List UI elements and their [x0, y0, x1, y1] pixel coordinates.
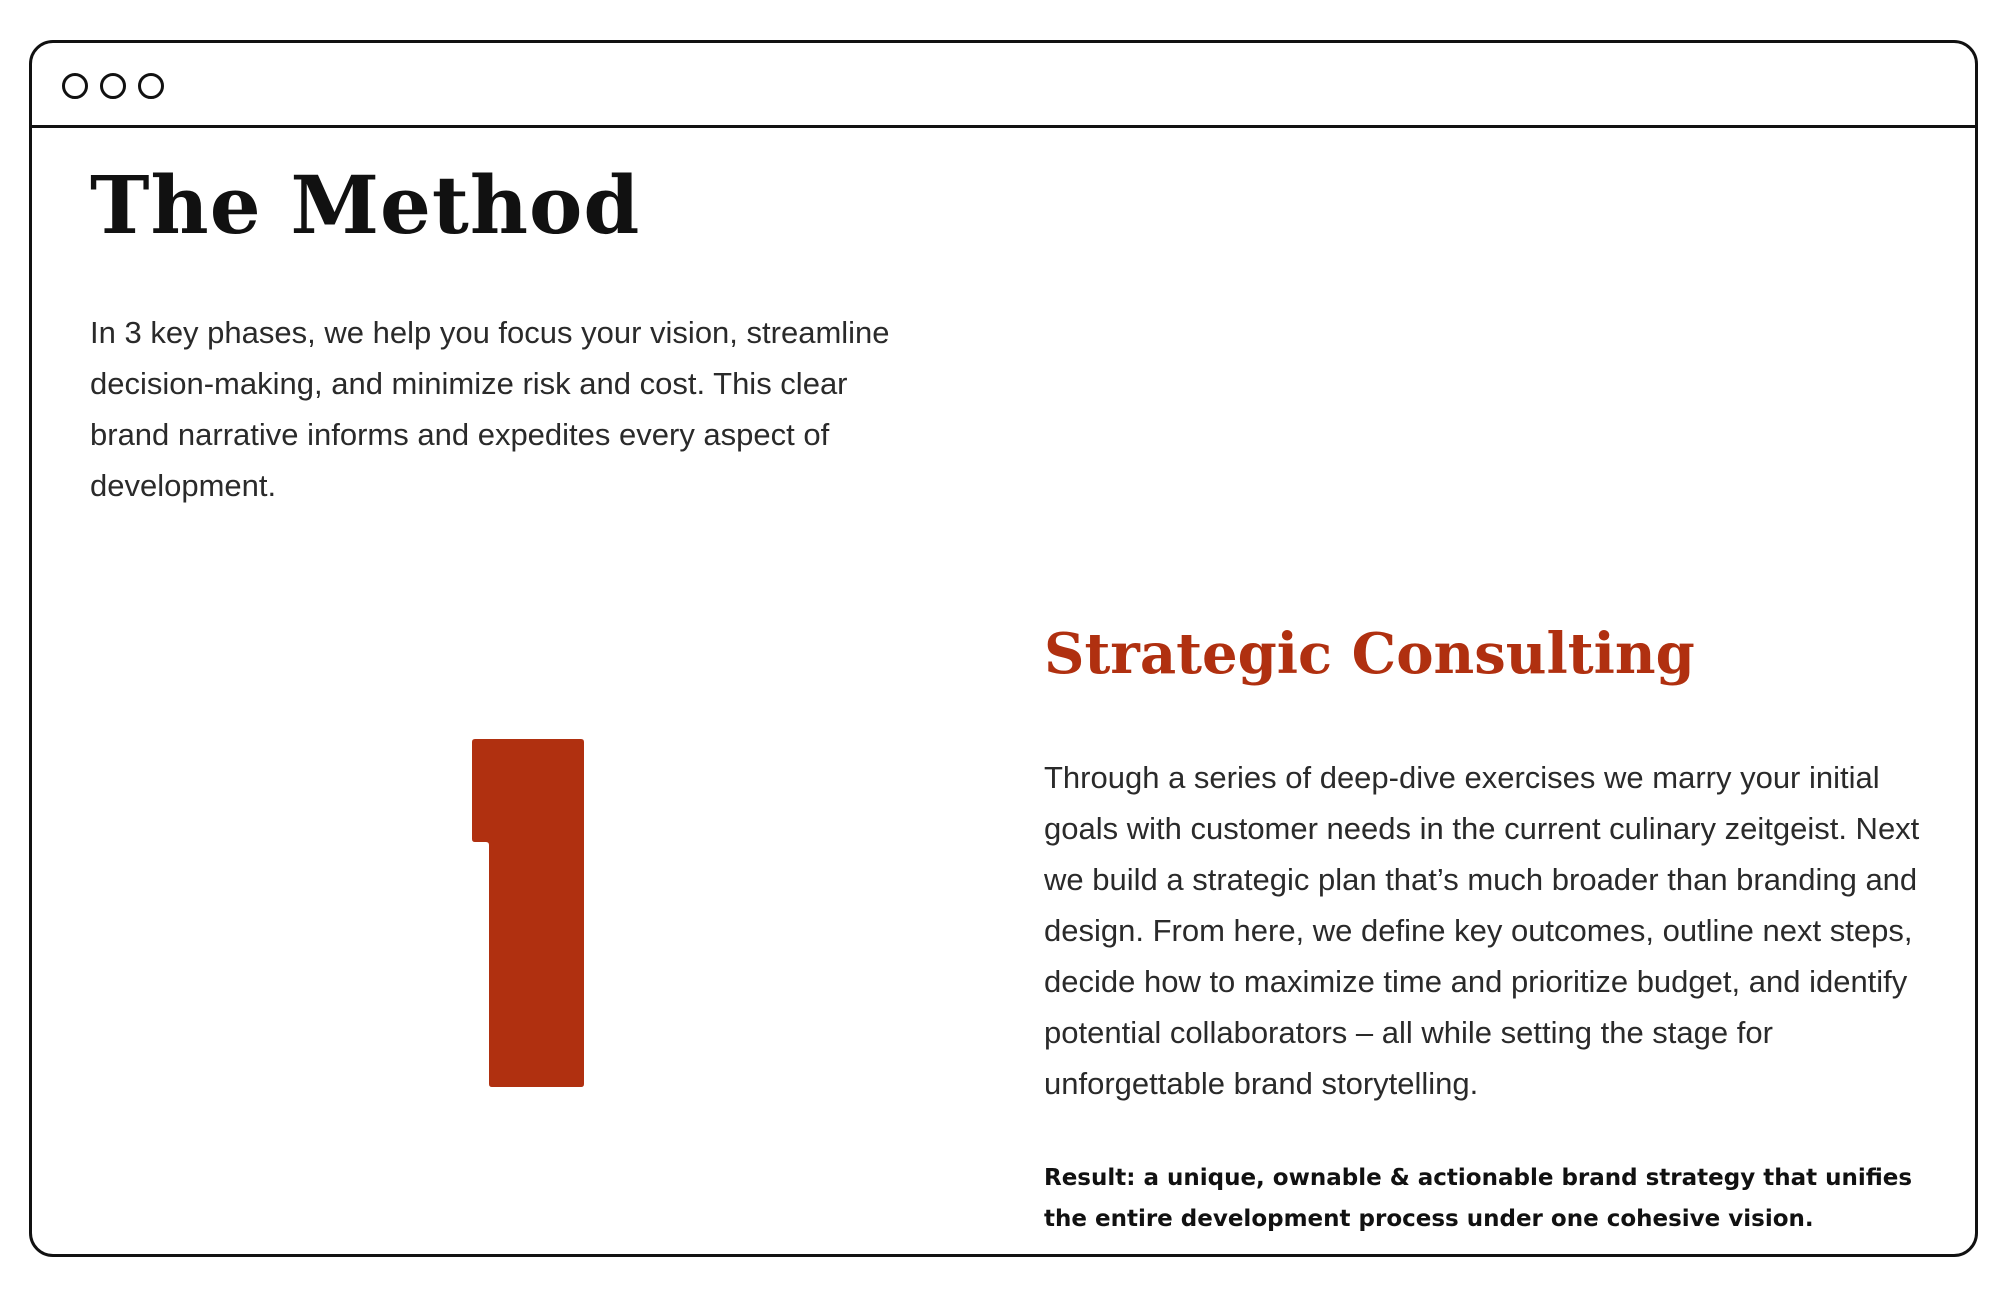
phase-result: Result: a unique, ownable & actionable brand strategy that unifies the entire development process under one cohesive vision. — [1044, 1165, 1913, 1232]
browser-window — [29, 40, 1978, 1257]
window-titlebar — [32, 43, 1975, 128]
window-control-dot-1[interactable] — [62, 73, 88, 99]
number-one-shape — [472, 739, 584, 1087]
window-control-dot-2[interactable] — [100, 73, 126, 99]
window-control-dot-3[interactable] — [138, 73, 164, 99]
phase-number-1-graphic — [472, 739, 584, 1087]
page-title: The Method — [90, 158, 641, 252]
intro-paragraph: In 3 key phases, we help you focus your vision, streamline decision-making, and minimize risk and cost. This clear brand narrative informs and expedites every aspect of development. — [90, 315, 890, 503]
phase-description: Through a series of deep-dive exercises we marry your initial goals with customer needs in the current culinary zeitgeist. Next we build a strategic plan that’s much broader than branding and design. From here, we define key outcomes, outline next steps, decide how to maximize time and prioritize budget, and identify potential collaborators – all while setting the stage for unforgettable brand storytelling. — [1044, 760, 1920, 1101]
phase-title: Strategic Consulting — [1044, 621, 1695, 687]
